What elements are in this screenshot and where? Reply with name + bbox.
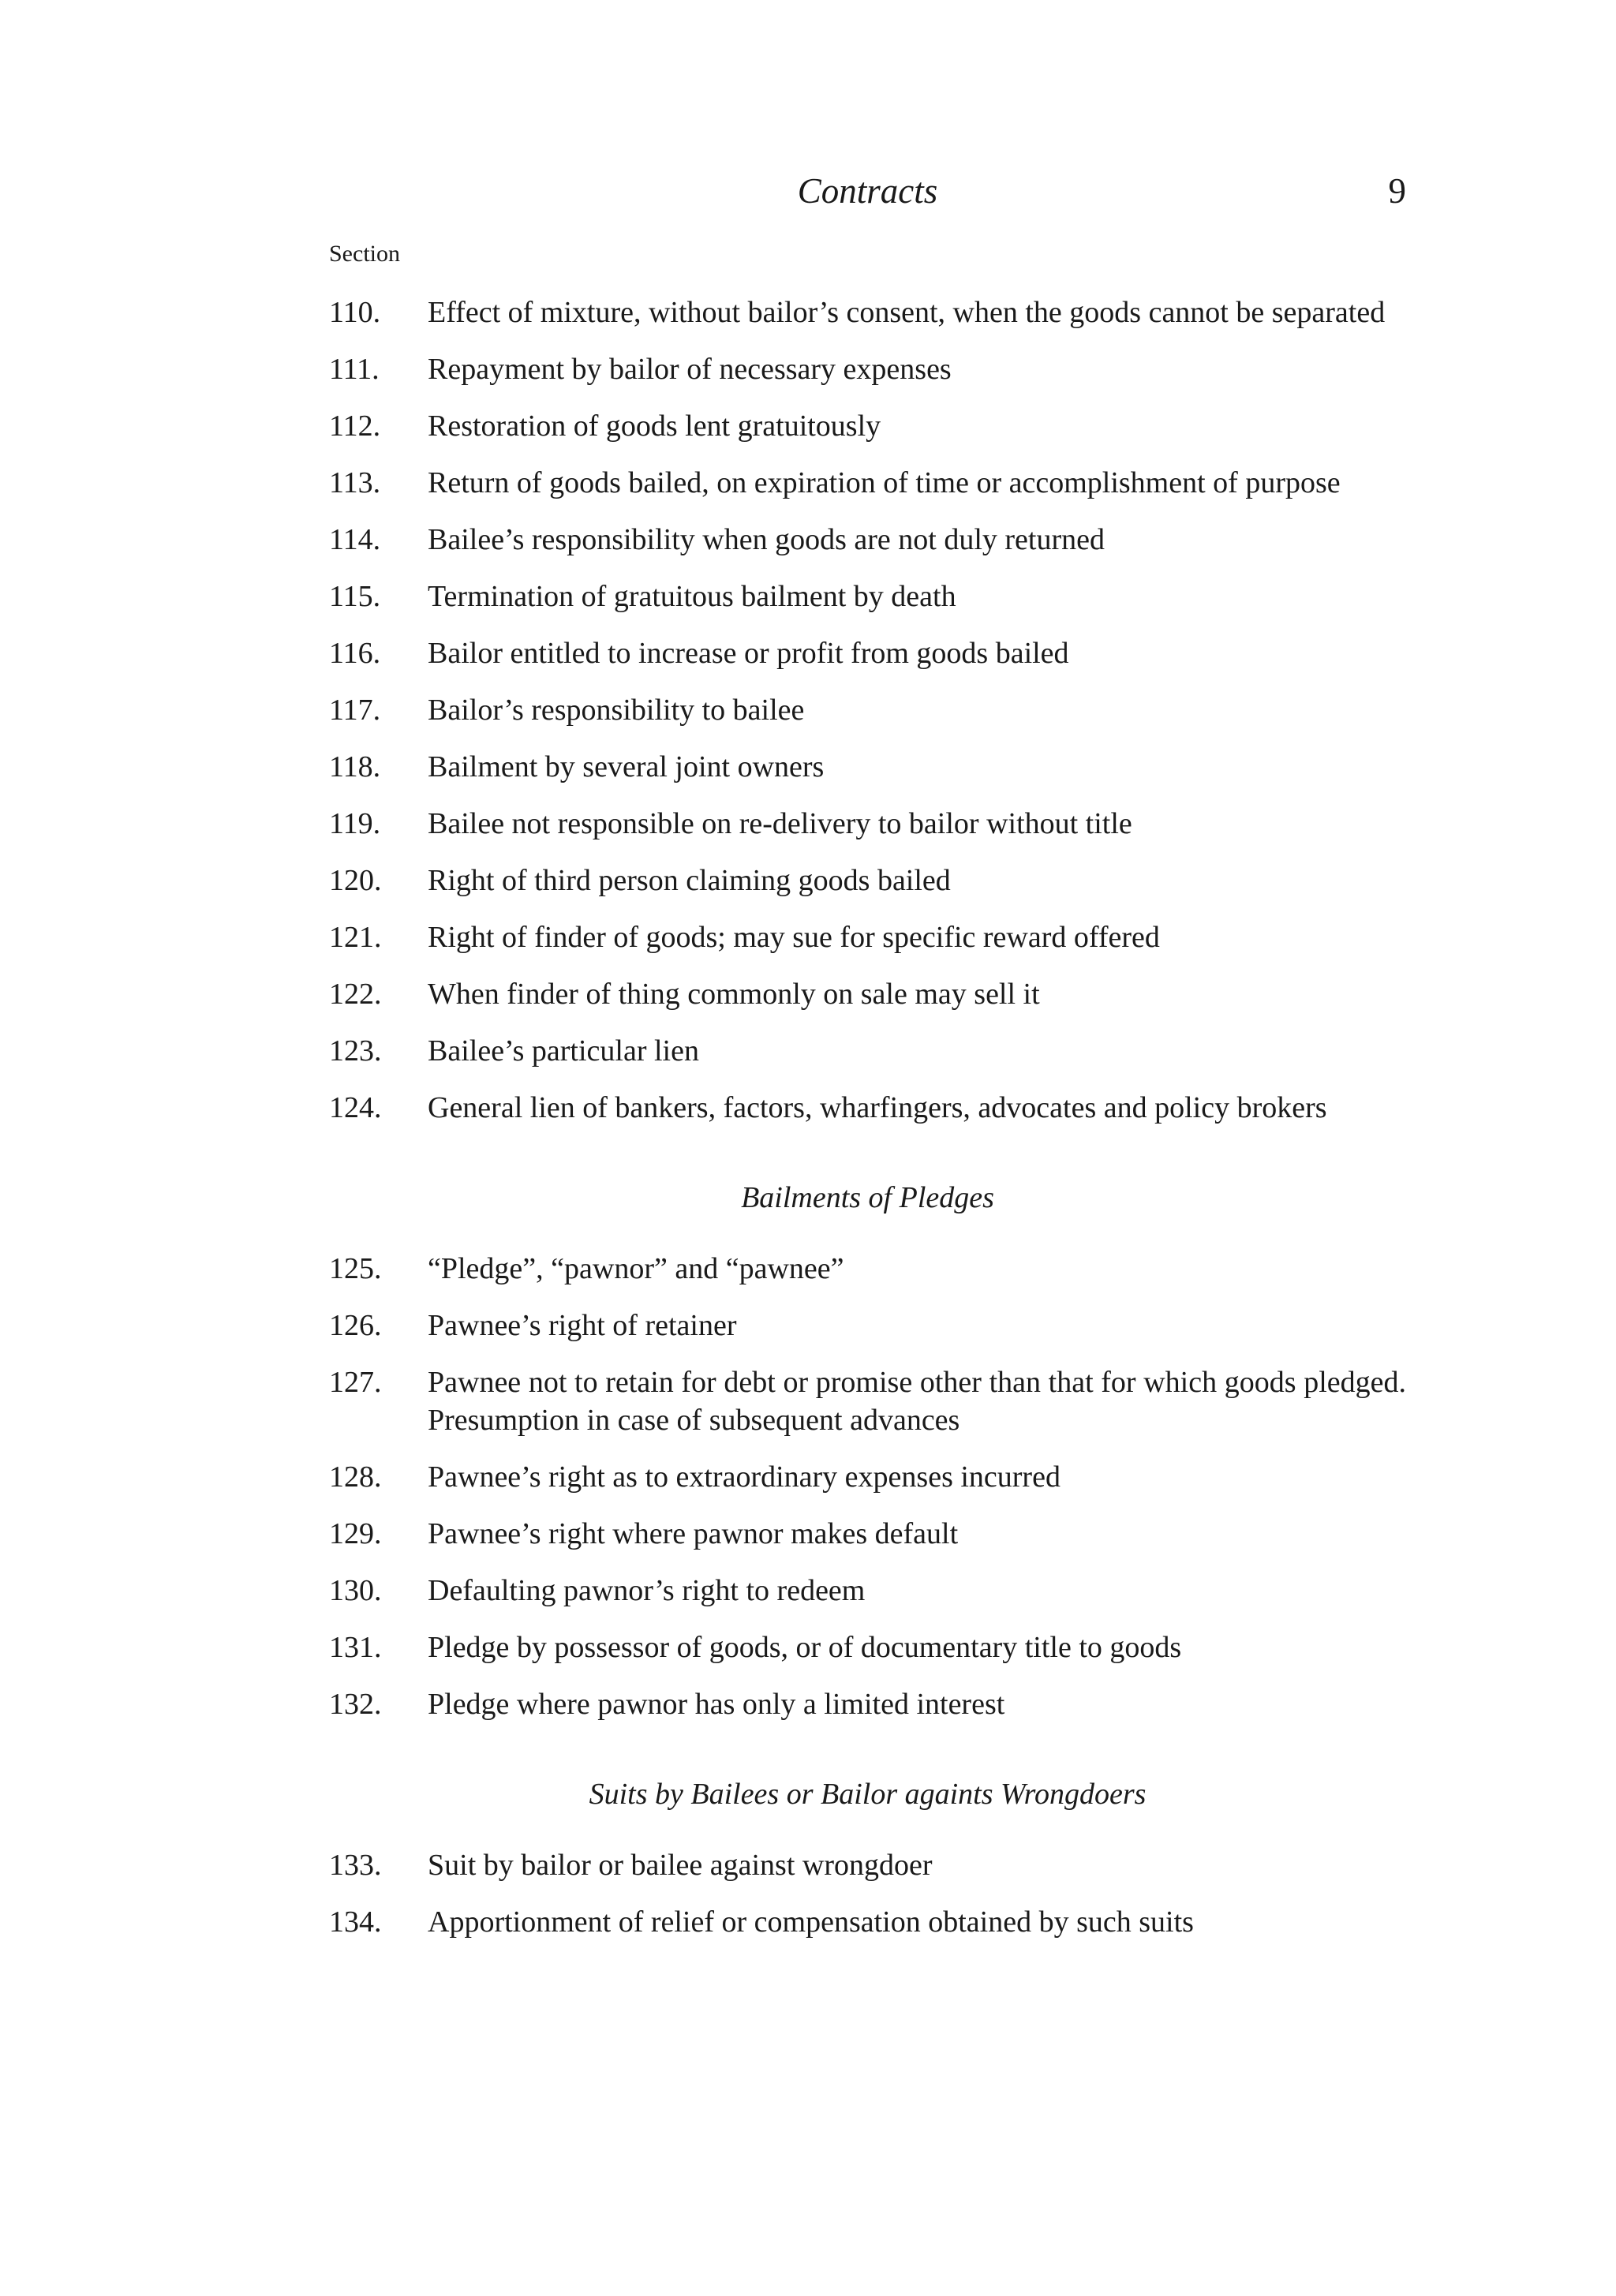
section-entry-112 [329, 407, 1406, 445]
section-title: Right of third person claiming goods bailed [428, 864, 951, 897]
section-list [329, 294, 1406, 1960]
section-entry-113 [329, 464, 1406, 502]
section-number: 116. [329, 637, 381, 670]
section-number: 120. [329, 864, 382, 897]
page-header [329, 166, 1406, 216]
section-entry-128 [329, 1458, 1406, 1496]
section-number: 119. [329, 807, 381, 840]
section-title: Pledge by possessor of goods, or of documentary title to goods [428, 1631, 1182, 1664]
section-entry-129 [329, 1515, 1406, 1553]
section-title: General lien of bankers, factors, wharfingers, advocates and policy brokers [428, 1091, 1327, 1124]
section-title: Repayment by bailor of necessary expenses [428, 353, 952, 386]
section-title: “Pledge”, “pawnor” and “pawnee” [428, 1252, 844, 1285]
section-entry-118 [329, 748, 1406, 786]
section-title: Bailor entitled to increase or profit from goods bailed [428, 637, 1069, 670]
section-number: 133. [329, 1849, 382, 1882]
section-number: 114. [329, 523, 381, 556]
section-title: Bailee’s particular lien [428, 1034, 699, 1068]
section-number: 121. [329, 921, 382, 954]
section-entry-125 [329, 1250, 1406, 1288]
section-title: Return of goods bailed, on expiration of time or accomplishment of purpose [428, 466, 1341, 499]
section-number: 131. [329, 1631, 382, 1664]
section-title: Suit by bailor or bailee against wrongdoer [428, 1849, 933, 1882]
section-entry-124 [329, 1089, 1406, 1127]
section-number: 125. [329, 1252, 382, 1285]
section-title: Restoration of goods lent gratuitously [428, 409, 881, 443]
section-column-label: Section [329, 241, 400, 267]
section-entry-121 [329, 918, 1406, 956]
section-title: Pawnee’s right where pawnor makes default [428, 1517, 959, 1550]
section-title: Pawnee not to retain for debt or promise other than that for which goods pledged. Presumption in case of subsequent advances [428, 1366, 1406, 1437]
section-entry-111 [329, 350, 1406, 388]
section-entry-115 [329, 578, 1406, 615]
section-title: Apportionment of relief or compensation obtained by such suits [428, 1905, 1194, 1939]
section-number: 128. [329, 1460, 382, 1494]
section-number: 134. [329, 1905, 382, 1939]
section-number: 111. [329, 353, 380, 386]
section-number: 124. [329, 1091, 382, 1124]
section-title: Pawnee’s right as to extraordinary expenses incurred [428, 1460, 1060, 1494]
section-entry-123 [329, 1032, 1406, 1070]
section-title: Bailor’s responsibility to bailee [428, 694, 805, 727]
section-number: 110. [329, 296, 381, 329]
section-entry-133 [329, 1846, 1406, 1884]
section-number: 129. [329, 1517, 382, 1550]
section-title: Bailment by several joint owners [428, 750, 825, 783]
section-entry-132 [329, 1685, 1406, 1723]
subheading-bailments-of-pledges: Bailments of Pledges [741, 1181, 994, 1214]
section-entry-120 [329, 862, 1406, 899]
running-title: Contracts [797, 171, 938, 211]
section-entry-122 [329, 975, 1406, 1013]
section-title: Right of finder of goods; may sue for specific reward offered [428, 921, 1160, 954]
subheading-suits-by-bailees: Suits by Bailees or Bailor againts Wrongdoers [589, 1778, 1147, 1811]
section-entry-114 [329, 521, 1406, 559]
section-title: When finder of thing commonly on sale may sell it [428, 978, 1040, 1011]
section-entry-134 [329, 1903, 1406, 1941]
section-title: Defaulting pawnor’s right to redeem [428, 1574, 866, 1607]
section-title: Termination of gratuitous bailment by death [428, 580, 956, 613]
section-title: Bailee’s responsibility when goods are not duly returned [428, 523, 1105, 556]
section-number: 118. [329, 750, 381, 783]
section-title: Effect of mixture, without bailor’s consent, when the goods cannot be separated [428, 296, 1386, 329]
section-entry-117 [329, 691, 1406, 729]
section-entry-116 [329, 634, 1406, 672]
section-number: 115. [329, 580, 381, 613]
section-number: 132. [329, 1688, 382, 1721]
section-number: 117. [329, 694, 381, 727]
page-number: 9 [1388, 171, 1406, 211]
section-entry-126 [329, 1307, 1406, 1344]
section-entry-130 [329, 1572, 1406, 1610]
section-number: 123. [329, 1034, 382, 1068]
section-title: Bailee not responsible on re-delivery to bailor without title [428, 807, 1132, 840]
section-number: 112. [329, 409, 381, 443]
section-number: 126. [329, 1309, 382, 1342]
section-title: Pawnee’s right of retainer [428, 1309, 737, 1342]
section-entry-127 [329, 1363, 1406, 1439]
section-entry-119 [329, 805, 1406, 843]
section-number: 122. [329, 978, 382, 1011]
section-entry-131 [329, 1629, 1406, 1666]
section-number: 113. [329, 466, 381, 499]
section-entry-110 [329, 294, 1406, 331]
section-title: Pledge where pawnor has only a limited interest [428, 1688, 1005, 1721]
section-number: 130. [329, 1574, 382, 1607]
section-number: 127. [329, 1366, 382, 1399]
